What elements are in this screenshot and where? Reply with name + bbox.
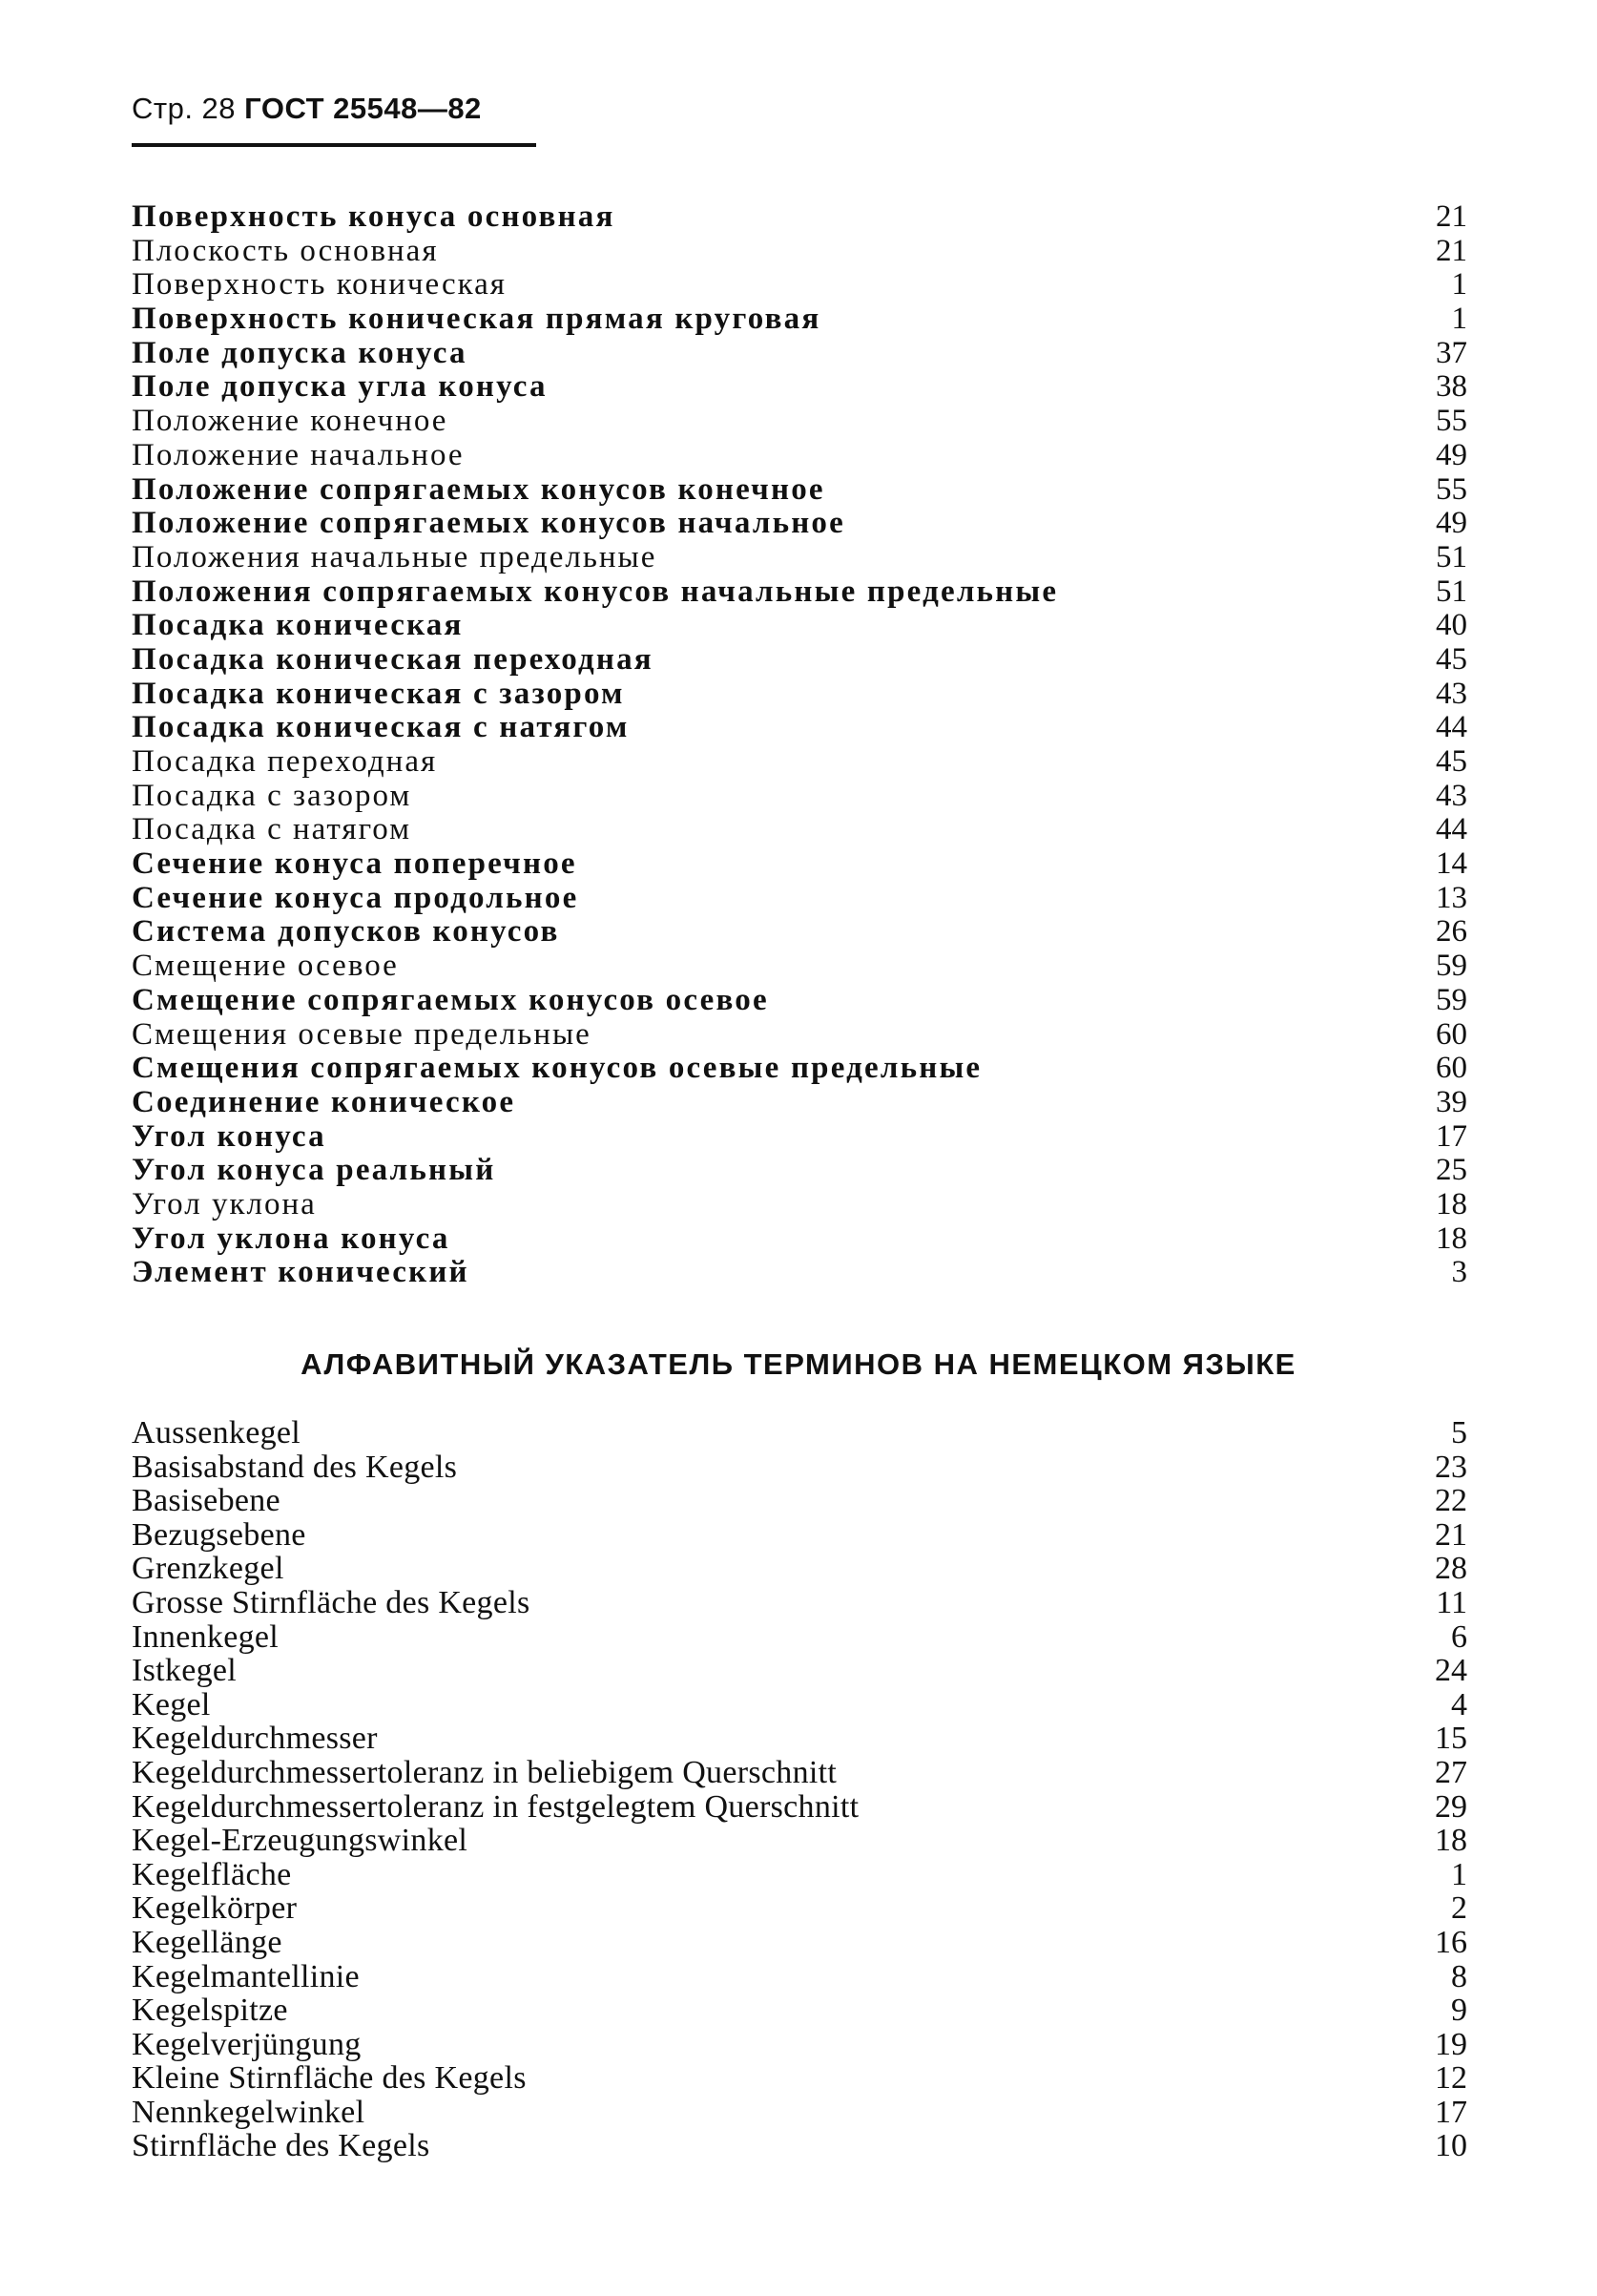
index-term: Положение начальное	[132, 437, 465, 472]
index-entry	[132, 1790, 1467, 1825]
index-entry	[132, 303, 1467, 337]
index-reference-number: 5	[1451, 1415, 1467, 1451]
index-entry	[132, 1620, 1467, 1655]
index-entry	[132, 1993, 1467, 2028]
index-term: Kegeldurchmessertoleranz in beliebigem Querschnitt	[132, 1754, 838, 1790]
index-reference-number: 1	[1451, 302, 1467, 337]
index-entry	[132, 1222, 1467, 1257]
index-term: Смещения сопрягаемых конусов осевые предельные	[132, 1051, 983, 1086]
german-term-index	[132, 1416, 1467, 2163]
index-entry	[132, 1154, 1467, 1188]
index-reference-number: 49	[1436, 437, 1467, 472]
index-reference-number: 49	[1436, 506, 1467, 541]
index-reference-number: 24	[1435, 1653, 1467, 1689]
index-entry	[132, 200, 1467, 235]
index-reference-number: 12	[1435, 2060, 1467, 2097]
header-divider	[132, 143, 536, 147]
index-reference-number: 18	[1435, 1823, 1467, 1859]
index-reference-number: 1	[1451, 267, 1467, 303]
index-entry	[132, 643, 1467, 678]
index-term: Угол конуса	[132, 1118, 326, 1154]
index-term: Посадка переходная	[132, 744, 438, 779]
index-reference-number: 59	[1436, 949, 1467, 984]
index-entry	[132, 813, 1467, 847]
index-term: Istkegel	[132, 1653, 238, 1689]
index-reference-number: 18	[1436, 1186, 1467, 1221]
index-term: Сечение конуса продольное	[132, 880, 579, 915]
index-entry	[132, 1722, 1467, 1756]
index-entry	[132, 2129, 1467, 2163]
index-term: Положения начальные предельные	[132, 539, 657, 574]
index-reference-number: 55	[1436, 471, 1467, 507]
page-number: Стр. 28	[132, 92, 237, 125]
index-entry	[132, 405, 1467, 439]
index-reference-number: 23	[1435, 1449, 1467, 1485]
index-reference-number: 6	[1451, 1618, 1467, 1655]
index-term: Stirnfläche des Kegels	[132, 2128, 430, 2164]
index-term: Поле допуска конуса	[132, 335, 467, 370]
index-entry	[132, 1654, 1467, 1688]
index-entry	[132, 507, 1467, 541]
index-entry	[132, 575, 1467, 610]
index-reference-number: 18	[1436, 1221, 1467, 1256]
index-term: Угол уклона конуса	[132, 1221, 450, 1256]
index-reference-number: 11	[1436, 1584, 1467, 1620]
index-entry	[132, 1451, 1467, 1485]
index-reference-number: 17	[1435, 2094, 1467, 2130]
index-reference-number: 22	[1435, 1483, 1467, 1519]
index-entry	[132, 370, 1467, 405]
index-reference-number: 15	[1435, 1721, 1467, 1757]
index-term: Kegel-Erzeugungswinkel	[132, 1823, 468, 1859]
index-term: Положения сопрягаемых конусов начальные предельные	[132, 574, 1059, 609]
index-entry	[132, 847, 1467, 882]
index-reference-number: 1	[1451, 1856, 1467, 1892]
index-entry	[132, 678, 1467, 712]
index-term: Посадка коническая с зазором	[132, 676, 625, 711]
index-term: Соединение коническое	[132, 1084, 516, 1119]
index-term: Kegelverjüngung	[132, 2026, 362, 2062]
standard-number: ГОСТ 25548—82	[244, 92, 482, 125]
index-reference-number: 45	[1436, 641, 1467, 677]
index-entry	[132, 268, 1467, 303]
index-entry	[132, 915, 1467, 950]
index-entry	[132, 984, 1467, 1018]
index-reference-number: 43	[1436, 778, 1467, 813]
index-entry	[132, 1416, 1467, 1451]
index-term: Kegelfläche	[132, 1856, 292, 1892]
german-index-title: АЛФАВИТНЫЙ УКАЗАТЕЛЬ ТЕРМИНОВ НА НЕМЕЦКОМ ЯЗЫКЕ	[301, 1347, 1296, 1381]
index-reference-number: 2	[1451, 1890, 1467, 1927]
index-entry	[132, 2096, 1467, 2130]
index-term: Угол уклона	[132, 1186, 317, 1221]
russian-term-index	[132, 200, 1467, 1290]
index-entry	[132, 780, 1467, 814]
index-term: Nennkegelwinkel	[132, 2094, 365, 2130]
index-entry	[132, 1120, 1467, 1155]
index-reference-number: 21	[1436, 233, 1467, 268]
index-entry	[132, 1052, 1467, 1086]
index-entry	[132, 1256, 1467, 1290]
index-term: Поверхность конуса основная	[132, 199, 615, 234]
index-reference-number: 39	[1436, 1084, 1467, 1119]
index-entry	[132, 2061, 1467, 2096]
index-reference-number: 9	[1451, 1993, 1467, 2029]
index-entry	[132, 1518, 1467, 1553]
index-term: Посадка коническая с натягом	[132, 710, 630, 745]
index-entry	[132, 1688, 1467, 1722]
index-term: Поверхность коническая	[132, 267, 507, 303]
index-term: Kegel	[132, 1686, 211, 1722]
index-term: Система допусков конусов	[132, 914, 560, 950]
index-reference-number: 43	[1436, 676, 1467, 711]
index-entry	[132, 1188, 1467, 1222]
index-reference-number: 10	[1435, 2128, 1467, 2164]
index-entry	[132, 439, 1467, 473]
index-term: Сечение конуса поперечное	[132, 846, 577, 882]
index-reference-number: 29	[1435, 1788, 1467, 1825]
index-reference-number: 26	[1436, 914, 1467, 950]
index-entry	[132, 1960, 1467, 1994]
index-reference-number: 59	[1436, 982, 1467, 1017]
index-reference-number: 13	[1436, 880, 1467, 915]
index-reference-number: 38	[1436, 369, 1467, 405]
index-reference-number: 44	[1436, 710, 1467, 745]
index-term: Kegelspitze	[132, 1993, 288, 2029]
index-entry	[132, 541, 1467, 575]
index-term: Посадка с натягом	[132, 812, 412, 847]
index-term: Смещение сопрягаемых конусов осевое	[132, 982, 769, 1017]
index-term: Смещение осевое	[132, 949, 399, 984]
index-reference-number: 14	[1436, 846, 1467, 882]
index-entry	[132, 1926, 1467, 1960]
index-reference-number: 60	[1436, 1016, 1467, 1052]
index-term: Basisabstand des Kegels	[132, 1449, 458, 1485]
index-term: Grosse Stirnfläche des Kegels	[132, 1584, 530, 1620]
index-term: Поле допуска угла конуса	[132, 369, 548, 405]
index-term: Положение сопрягаемых конусов конечное	[132, 471, 825, 507]
index-term: Посадка коническая переходная	[132, 641, 653, 677]
index-entry	[132, 745, 1467, 780]
index-term: Смещения осевые предельные	[132, 1016, 591, 1052]
index-entry	[132, 1858, 1467, 1892]
index-term: Kegelkörper	[132, 1890, 298, 1927]
index-reference-number: 51	[1436, 574, 1467, 609]
index-entry	[132, 1891, 1467, 1926]
index-term: Угол конуса реальный	[132, 1153, 496, 1188]
index-term: Посадка коническая	[132, 608, 464, 643]
index-entry	[132, 1484, 1467, 1518]
index-term: Aussenkegel	[132, 1415, 301, 1451]
index-term: Basisebene	[132, 1483, 280, 1519]
index-entry	[132, 337, 1467, 371]
index-entry	[132, 609, 1467, 643]
index-term: Kegeldurchmesser	[132, 1721, 378, 1757]
index-term: Bezugsebene	[132, 1516, 306, 1553]
index-term: Innenkegel	[132, 1618, 280, 1655]
index-reference-number: 45	[1436, 744, 1467, 779]
index-reference-number: 3	[1451, 1255, 1467, 1290]
index-entry	[132, 473, 1467, 508]
index-reference-number: 4	[1451, 1686, 1467, 1722]
index-term: Kegellänge	[132, 1924, 282, 1960]
index-term: Посадка с зазором	[132, 778, 412, 813]
index-reference-number: 16	[1435, 1924, 1467, 1960]
index-term: Поверхность коническая прямая круговая	[132, 302, 821, 337]
index-reference-number: 44	[1436, 812, 1467, 847]
index-reference-number: 21	[1435, 1516, 1467, 1553]
index-term: Положение конечное	[132, 404, 448, 439]
index-reference-number: 40	[1436, 608, 1467, 643]
index-reference-number: 25	[1436, 1153, 1467, 1188]
index-entry	[132, 235, 1467, 269]
index-entry	[132, 1018, 1467, 1053]
index-reference-number: 37	[1436, 335, 1467, 370]
index-term: Положение сопрягаемых конусов начальное	[132, 506, 845, 541]
index-entry	[132, 1824, 1467, 1858]
index-entry	[132, 1552, 1467, 1586]
index-reference-number: 19	[1435, 2026, 1467, 2062]
index-term: Kegelmantellinie	[132, 1958, 360, 1994]
index-term: Плоскость основная	[132, 233, 439, 268]
index-term: Grenzkegel	[132, 1551, 284, 1587]
index-entry	[132, 711, 1467, 745]
index-reference-number: 21	[1436, 199, 1467, 234]
index-reference-number: 60	[1436, 1051, 1467, 1086]
index-entry	[132, 1086, 1467, 1120]
index-entry	[132, 2028, 1467, 2062]
index-reference-number: 51	[1436, 539, 1467, 574]
index-term: Kleine Stirnfläche des Kegels	[132, 2060, 527, 2097]
index-term: Элемент конический	[132, 1255, 469, 1290]
page-header	[132, 92, 482, 126]
index-entry	[132, 1756, 1467, 1790]
index-term: Kegeldurchmessertoleranz in festgelegtem Querschnitt	[132, 1788, 860, 1825]
index-entry	[132, 950, 1467, 984]
index-reference-number: 27	[1435, 1754, 1467, 1790]
index-reference-number: 28	[1435, 1551, 1467, 1587]
index-reference-number: 55	[1436, 404, 1467, 439]
index-entry	[132, 882, 1467, 916]
index-entry	[132, 1586, 1467, 1620]
index-reference-number: 8	[1451, 1958, 1467, 1994]
index-reference-number: 17	[1436, 1118, 1467, 1154]
